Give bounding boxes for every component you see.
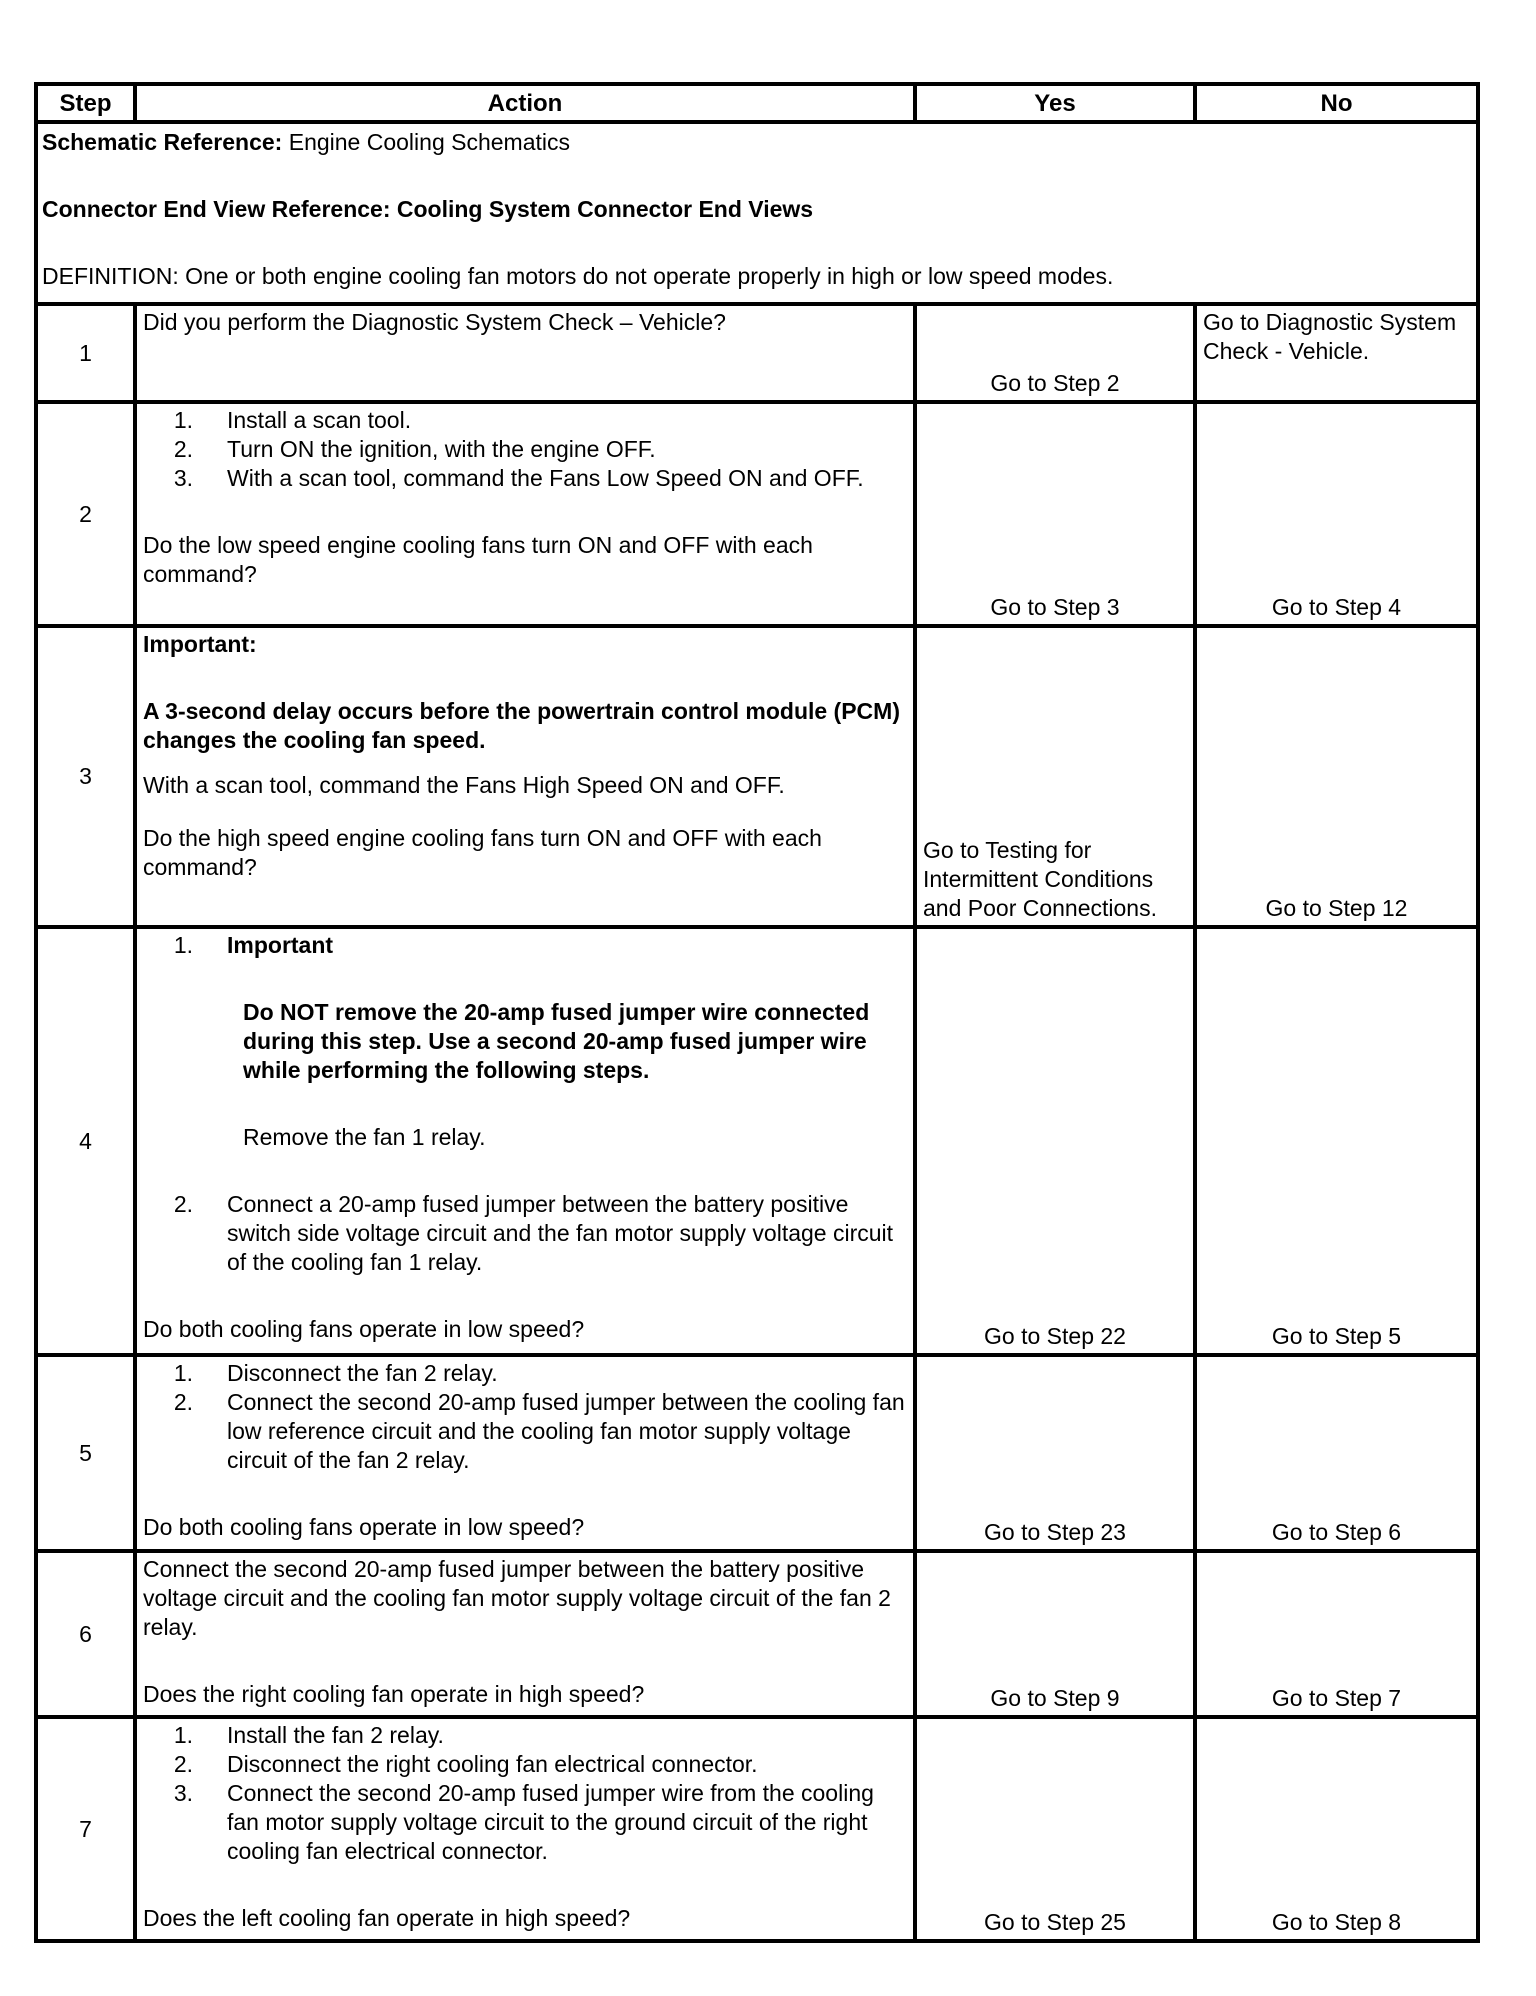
header-step: Step: [36, 84, 135, 122]
question: Do both cooling fans operate in low speed?: [143, 1316, 585, 1342]
action-list: [143, 931, 907, 960]
no-cell: Go to Step 12: [1195, 626, 1478, 927]
question: Does the left cooling fan operate in high speed?: [143, 1905, 631, 1931]
list-item: 2. Disconnect the right cooling fan electrical connector.: [173, 1751, 758, 1777]
no-cell: Go to Diagnostic System Check - Vehicle.: [1195, 304, 1478, 402]
step-number: 6: [36, 1551, 135, 1717]
list-item: 2. Turn ON the ignition, with the engine OFF.: [173, 436, 656, 462]
header-row: [36, 84, 1478, 122]
list-item: 3. Connect the second 20-amp fused jumper wire from the cooling fan motor supply voltage circuit to the ground circuit of the right cooling fan electrical connector.: [173, 1780, 874, 1864]
step-number: 2: [36, 402, 135, 626]
action-list: [143, 1359, 907, 1475]
no-cell: Go to Step 5: [1195, 927, 1478, 1355]
table-row: [36, 1551, 1478, 1717]
diagnostic-table: [34, 82, 1480, 1943]
list-item: 2. Connect a 20-amp fused jumper between the battery positive switch side voltage circuit and the fan motor supply voltage circuit of the cooling fan 1 relay.: [173, 1191, 894, 1275]
no-cell: Go to Step 6: [1195, 1355, 1478, 1551]
action-cell: Did you perform the Diagnostic System Check – Vehicle?: [135, 304, 915, 402]
step-number: 5: [36, 1355, 135, 1551]
question: Do both cooling fans operate in low speed?: [143, 1514, 585, 1540]
action-cell: [135, 1355, 915, 1551]
action-cell: [135, 927, 915, 1355]
important-note: A 3-second delay occurs before the powertrain control module (PCM) changes the cooling fan speed.: [143, 698, 900, 753]
list-item: 2. Connect the second 20-amp fused jumper between the cooling fan low reference circuit and the cooling fan motor supply voltage circuit of the fan 2 relay.: [173, 1389, 905, 1473]
yes-cell: Go to Testing for Intermittent Conditions and Poor Connections.: [915, 626, 1195, 927]
action-cell: [135, 1717, 915, 1941]
table-row: [36, 304, 1478, 402]
step-number: 4: [36, 927, 135, 1355]
schematic-reference: Schematic Reference: Engine Cooling Schematics: [42, 129, 571, 155]
yes-cell: Go to Step 2: [915, 304, 1195, 402]
list-item: 1. Disconnect the fan 2 relay.: [173, 1360, 498, 1386]
reference-row: [36, 122, 1478, 304]
action-list: [143, 1190, 907, 1277]
yes-cell: Go to Step 23: [915, 1355, 1195, 1551]
instruction: Connect the second 20-amp fused jumper between the battery positive voltage circuit and the cooling fan motor supply voltage circuit of the fan 2 relay.: [143, 1556, 891, 1640]
no-cell: Go to Step 4: [1195, 402, 1478, 626]
no-cell: Go to Step 7: [1195, 1551, 1478, 1717]
question: Do the low speed engine cooling fans turn ON and OFF with each command?: [143, 532, 813, 587]
yes-cell: Go to Step 25: [915, 1717, 1195, 1941]
action-list: [143, 1721, 907, 1866]
important-note: Do NOT remove the 20-amp fused jumper wire connected during this step. Use a second 20-amp fused jumper wire while performing the following steps.: [243, 999, 870, 1083]
table-row: [36, 1717, 1478, 1941]
header-yes: Yes: [915, 84, 1195, 122]
connector-reference: Connector End View Reference: Cooling System Connector End Views: [42, 196, 814, 222]
action-list: [143, 406, 907, 493]
table-row: [36, 626, 1478, 927]
question: Do the high speed engine cooling fans turn ON and OFF with each command?: [143, 825, 822, 880]
header-no: No: [1195, 84, 1478, 122]
table-row: [36, 927, 1478, 1355]
action-cell: [135, 626, 915, 927]
list-item: 1. Important: [173, 932, 334, 958]
step-number: 7: [36, 1717, 135, 1941]
list-item: 1. Install the fan 2 relay.: [173, 1722, 444, 1748]
question: Does the right cooling fan operate in high speed?: [143, 1681, 645, 1707]
step-number: 1: [36, 304, 135, 402]
list-item: 3. With a scan tool, command the Fans Low Speed ON and OFF.: [173, 465, 864, 491]
step-number: 3: [36, 626, 135, 927]
important-label: Important:: [143, 631, 257, 657]
list-item: 1. Install a scan tool.: [173, 407, 412, 433]
action-cell: [135, 402, 915, 626]
yes-cell: Go to Step 22: [915, 927, 1195, 1355]
list-item-text: Remove the fan 1 relay.: [243, 1124, 486, 1150]
header-action: Action: [135, 84, 915, 122]
instruction: With a scan tool, command the Fans High Speed ON and OFF.: [143, 772, 785, 798]
yes-cell: Go to Step 9: [915, 1551, 1195, 1717]
yes-cell: Go to Step 3: [915, 402, 1195, 626]
no-cell: Go to Step 8: [1195, 1717, 1478, 1941]
definition: DEFINITION: One or both engine cooling fan motors do not operate properly in high or low speed modes.: [42, 263, 1114, 289]
table-row: [36, 1355, 1478, 1551]
action-cell: [135, 1551, 915, 1717]
table-row: [36, 402, 1478, 626]
